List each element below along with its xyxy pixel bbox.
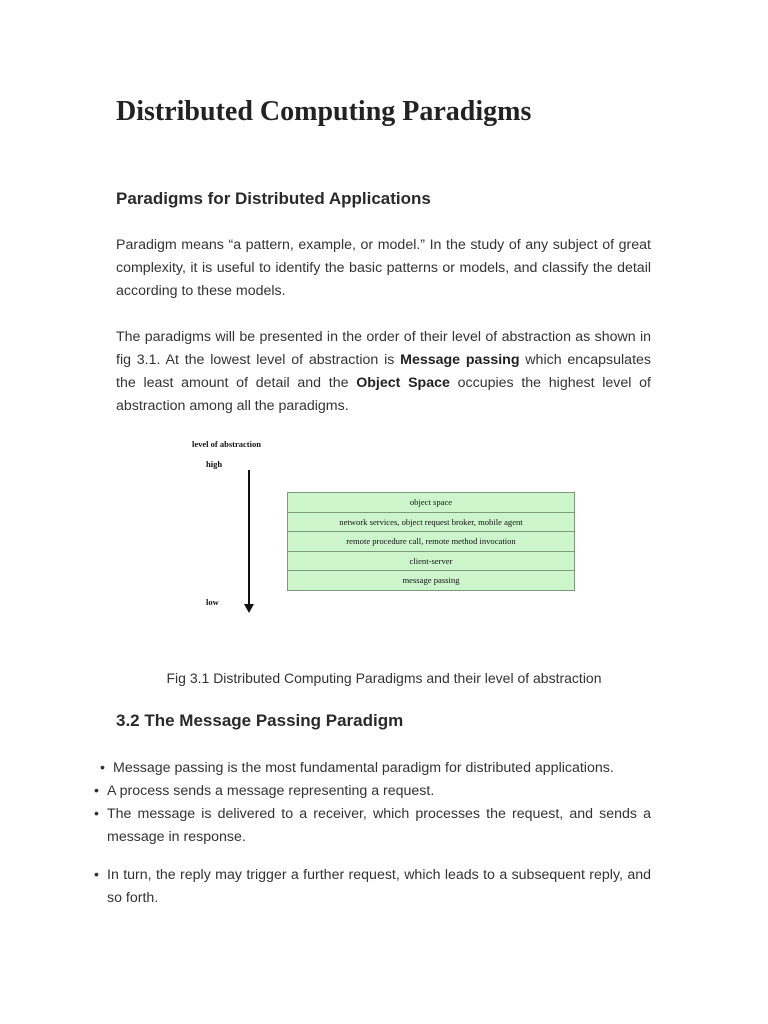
paragraph-paradigm-definition: Paradigm means “a pattern, example, or model.” In the study of any subject of great complexity, it is useful to identify the basic patterns or models, and classify the detail according to these models.: [116, 237, 651, 299]
bold-term-message-passing: Message passing: [400, 352, 520, 368]
bold-term-object-space: Object Space: [356, 375, 450, 391]
figure-high-label: high: [206, 459, 223, 469]
bullet-icon: •: [94, 806, 99, 822]
layer-object-space: object space: [409, 497, 453, 507]
list-item: [94, 780, 651, 803]
bullet-icon: •: [94, 867, 99, 883]
bullet-icon: •: [100, 760, 105, 776]
list-item-text: A process sends a message representing a request.: [107, 783, 435, 799]
paragraph-text: which encapsulates the least amount of detail and the: [116, 352, 651, 391]
layer-client-server: client-server: [288, 551, 574, 571]
paragraph-text: The paradigms will be presented in the order of their level of abstraction as shown in fig 3.1. At the lowest level of abstraction is: [116, 329, 651, 368]
list-item: [94, 864, 651, 910]
figure-low-label: low: [206, 597, 219, 607]
arrow-down-icon: [244, 604, 254, 613]
figure-caption: Fig 3.1 Distributed Computing Paradigms and their level of abstraction: [166, 670, 602, 686]
paradigm-layer-stack: [287, 492, 575, 591]
bullet-icon: •: [94, 783, 99, 799]
section-heading-message-passing: 3.2 The Message Passing Paradigm: [116, 711, 404, 730]
page-title: Distributed Computing Paradigms: [116, 96, 532, 127]
list-item-text: In turn, the reply may trigger a further request, which leads to a subsequent reply, and so forth.: [107, 867, 651, 906]
list-item-text: The message is delivered to a receiver, which processes the request, and sends a message in response.: [107, 806, 651, 845]
layer-message-passing: message passing: [288, 570, 574, 590]
list-item: [100, 757, 653, 780]
paragraph-text: occupies the highest level of abstraction among all the paradigms.: [116, 375, 651, 414]
layer-network-services: network services, object request broker, mobile agent: [288, 512, 574, 532]
paragraph-abstraction-order: [116, 326, 651, 418]
list-item: [94, 803, 651, 849]
list-item-text: Message passing is the most fundamental paradigm for distributed applications.: [113, 760, 614, 776]
abstraction-axis-line: [248, 470, 250, 608]
figure-axis-title: level of abstraction: [192, 439, 261, 449]
layer-remote-procedure-call: remote procedure call, remote method invocation: [288, 531, 574, 551]
section-heading-paradigms: Paradigms for Distributed Applications: [116, 189, 431, 208]
abstraction-figure: [188, 432, 588, 622]
